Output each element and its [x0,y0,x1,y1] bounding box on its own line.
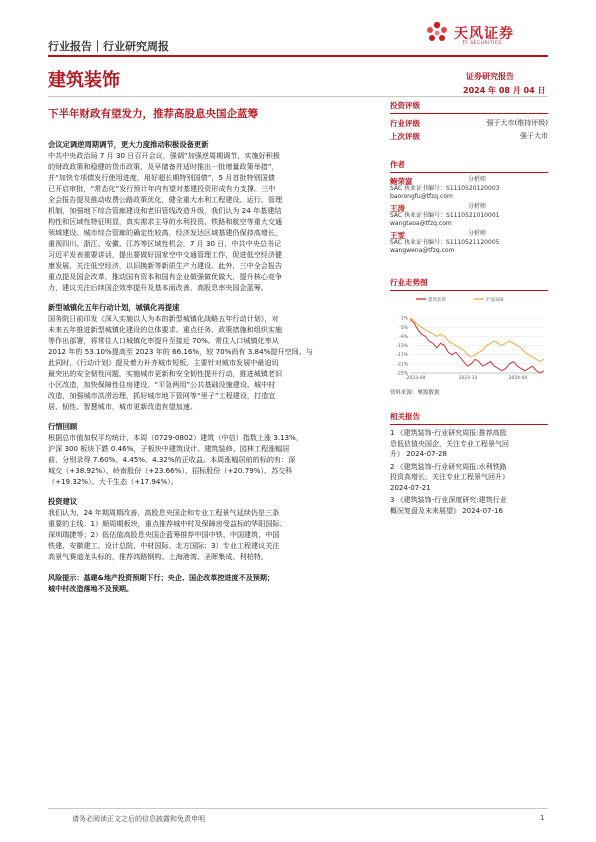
y-tick-label: -21% [396,362,408,368]
body-line: 全会报告提及推动收费公路政策优化，健全重大水利工程建设、运行、管理 [48,195,283,204]
author-license: SAC 执业证书编号：S1110521010001 [390,212,500,219]
related-line: 概况复盘及未来展望》 2024-07-16 [390,506,503,515]
author-role: 分析师 [468,176,487,183]
body-line: 的财政政策和稳健的货币政策，及早储备并适时推出一批增量政策举措”， [48,162,279,171]
rating-row-previous [390,130,548,143]
related-title: 相关报告 [390,411,548,425]
body-line: 未来五年推进新型城镇化建设的总体要求、重点任务、政策措施和组织实施 [48,325,283,334]
trend-title: 行业走势图 [390,277,548,291]
related-line: 投资高增长，关注专业工程景气回升》 [390,473,509,481]
body-line: 等作出部署，将常住人口城镇化率提升至接近 70%。常住人口城镇化率从 [48,336,279,345]
related-line: 1 《建筑装饰-行业研究周报:推荐高股 [390,429,507,437]
body-line: 城交（+38.92%）、岭南股份（+23.66%）、招标股份（+20.79%）、苏交科 [48,466,293,475]
section-investment-advice [48,497,373,562]
body-line: 高景气赛道龙头标的，推荐鸿路钢构、上海港湾、圣晖集成、利柏特。 [48,552,268,561]
risk-line: 风险提示：基建&地产投资预期下行；央企、国企改革控进度不及预期； [48,573,275,582]
company-logo [424,20,554,50]
y-tick-label: -5% [399,325,408,331]
author-license: SAC 执业证书编号：S1110521120005 [390,239,500,246]
body-line: 此同时，《行动计划》提及着力补齐城市短板，主要针对城市发展中最迫切 [48,358,279,367]
rating-title: 投资评级 [390,100,548,114]
body-line: 力，建议关注后续国企效率提升及基本面改善，高股息率央国企蓝筹。 [48,283,268,292]
authors-title: 作者 [390,159,548,173]
header-rule [48,55,548,57]
author-role: 分析师 [468,203,487,210]
y-tick-label: -17% [396,353,408,359]
body-line: 我们认为，24 年期周期改善，高股息央国企和专业工程景气延续仍是三条 [48,508,280,517]
rating-row-current [390,117,548,130]
footer-disclaimer: 请务必阅读正文之后的信息披露和免责申明 [72,815,205,823]
section-risk [48,572,373,594]
sidebar [390,100,548,516]
title-rule [48,96,548,97]
related-item[interactable] [390,462,548,494]
section-heading: 新型城镇化五年行动计划，城镇化再提速 [48,303,180,312]
y-tick-label: -9% [399,334,408,340]
author-card [390,230,548,255]
legend-label: 沪深300 [486,298,504,303]
section-policy [48,140,373,293]
author-name: 鲍荣富 [390,177,413,186]
author-card [390,176,548,201]
related-line: 2024-07-21 [390,483,431,492]
related-item[interactable] [390,495,548,516]
body-line: 领域建设、城市综合管廊的确定性较高，经济发达区域基建仍保持高增长， [48,228,283,237]
y-tick-label: -25% [396,371,408,377]
body-line: 最突出的安全韧性问题，实施城市更新和安全韧性提升行动，推进城镇老旧 [48,369,283,378]
related-line: 3 《建筑装饰-行业深度研究:建筑行业 [390,496,507,504]
body-line: 改造，加强城市洪涝治理，抓好城市地下管网等“里子”工程建设，打造宜 [48,391,276,400]
body-line: 小区改造，加快保障性住房建设、“平急两用”公共基础设施建设、城中村 [48,380,276,389]
author-name: 王雯 [390,231,405,240]
body-line: 2012 年的 53.10%提高至 2023 年的 66.16%，较 70%尚有 3.84%提升空间。与 [48,347,313,356]
body-line: 国务院日前印发《深入实施以人为本的新型城镇化战略五年行动计划》，对 [48,314,279,323]
page-number: 1 [540,814,545,822]
body-line: 机制，加强地下综合管廊建设和老旧管线改造升级，我们认为 24 年基建结 [48,206,282,215]
section-heading: 投资建议 [48,497,78,506]
body-line: 中共中央政治局 7 月 30 日召开会议，强调“加强逆周期调节，实施好积极 [48,151,280,160]
body-line: 深圳瑞捷等；2）低估值高股息央国企蓝筹推荐中国中铁、中国建筑、中国 [48,530,280,539]
body-line: 习近平发表重要讲话，提出要做好国家空中交通管理工作，促进低空经济健 [48,250,283,259]
footer-rule [48,808,548,809]
section-heading: 会议定调逆周期调节，更大力度推动积极设备更新 [48,140,209,149]
author-role: 分析师 [468,230,487,237]
body-line: 重要的主线：1）顺周期板块，重点推荐城中村及保障房受益标的华阳国际、 [48,519,287,528]
chart-source: 资料来源：聚源数据 [390,390,440,396]
related-line: 息低估值央国企，关注专业工程景气回 [390,439,509,448]
risk-line: 城中村改造落地不及预期。 [48,584,134,593]
body-line: 前，分别录得 7.60%、4.45%、4.32%的正收益。本周涨幅居前的标的有：深 [48,455,296,464]
body-line: 铁建、安徽建工、设计总院、中材国际、北方国际；3）专业工程建议关注 [48,541,280,550]
report-headline: 下半年财政有望发力，推荐高股息央国企蓝筹 [48,108,258,120]
related-item[interactable] [390,428,548,460]
body-line: 构性和区域性特征明显，真实需求主导的水利投资、铁路和航空等重大交通 [48,217,283,226]
author-card [390,203,548,228]
related-list [390,428,548,516]
trend-chart [390,293,548,381]
section-body [48,313,373,412]
breadcrumb: 行业报告｜行业研究周报 [48,40,169,53]
y-tick-label: -1% [399,316,408,322]
rating-label: 上次评级 [390,132,420,141]
logo-name: 天风证券 [454,26,514,42]
section-urbanization [48,303,373,412]
main-content [48,140,373,594]
section-body [48,507,373,562]
author-name: 王涛 [390,204,405,213]
body-line: 根据总市值加权平均统计，本周（0729-0802）建筑（中信）指数上涨 3.13%， [48,433,303,442]
section-body [48,150,373,293]
logo-mark-icon [424,20,450,46]
sector-title: 建筑装饰 [48,70,120,91]
body-line: 康发展，关注低空经济，以旧换新等新质生产力建设。此外，三中全会报告 [48,261,283,270]
rating-value: 强于大市(维持评级) [486,119,548,127]
rating-label: 行业评级 [390,119,420,128]
section-market-review [48,422,373,487]
related-line: 2 《建筑装饰-行业研究周报:水利铁路 [390,462,507,471]
x-tick-label: 2024-04 [508,376,528,381]
section-heading: 行情回顾 [48,422,78,431]
author-email[interactable]: wangwena@tfzq.com [390,247,455,254]
related-line: 升》 2024-07-28 [390,450,447,458]
x-tick-label: 2023-08 [406,376,426,381]
body-line: 居、韧性、智慧城市，城市更新改造有望加速。 [48,402,197,411]
body-line: 沪深 300 板块下跌 0.46%，子板块中建筑设计、建筑装修、园林工程涨幅居 [48,444,290,453]
body-line: 重视四川、浙江、安徽、江苏等区域性机会，7 月 30 日，中共中央总书记 [48,239,282,248]
author-license: SAC 执业证书编号：S1110520120003 [390,185,500,192]
section-body [48,572,373,594]
body-line: 并“加快专项债发行使用进度，用好超长期特别国债”，5 月首批特别国债 [48,173,275,182]
y-tick-label: -13% [396,344,408,350]
x-tick-label: 2023-12 [458,376,478,381]
legend-label: 建筑装饰 [428,298,446,303]
section-body [48,432,373,487]
body-line: 已开启审批，“常态化”发行预计年内有望对基建投资形成有力支撑。三中 [48,184,276,193]
author-email[interactable]: baorongfu@tfzq.com [390,193,453,200]
body-line: 重点提及国企改革，推动国有资本和国有企业做强做优做大，提升核心竞争 [48,272,283,281]
author-email[interactable]: wangtaoa@tfzq.com [390,220,452,227]
body-line: （+19.32%）、大千生态（+17.94%）。 [48,477,178,486]
document-type: 证券研究报告 [466,72,514,81]
logo-english: TF SECURITIES [462,41,502,46]
rating-value: 强于大市 [520,132,548,140]
report-date: 2024 年 08 月 04 日 [463,86,546,95]
